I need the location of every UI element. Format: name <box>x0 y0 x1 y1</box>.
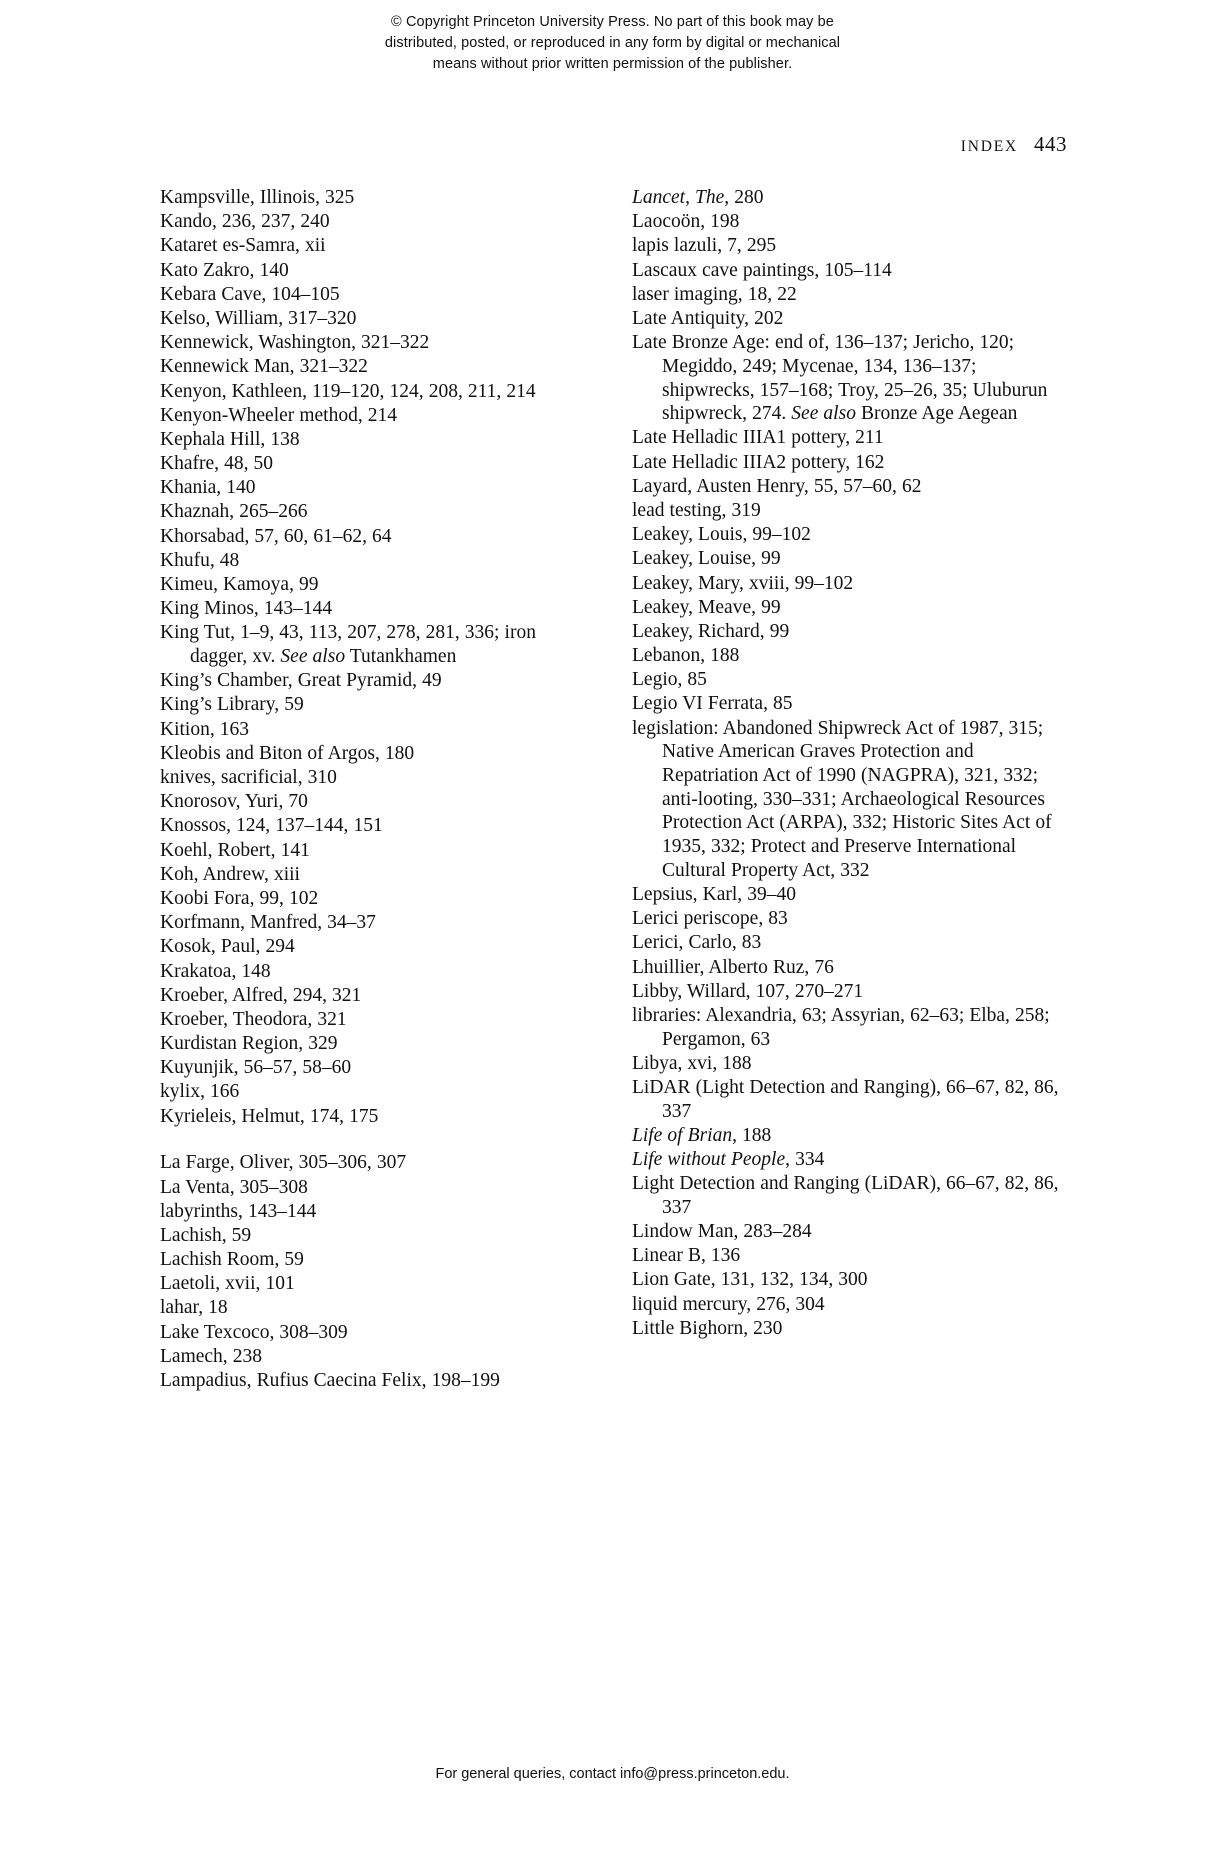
index-entry: Lamech, 238 <box>160 1345 262 1367</box>
index-entry: Late Bronze Age: end of, 136–137; Jericho, 120; Megiddo, 249; Mycenae, 134, 136–137; shipwrecks, 157–168; Troy, 25–26, 35; Uluburun shipwreck, 274. See also Bronze Age Aegean <box>632 332 1048 425</box>
index-entry: Libya, xvi, 188 <box>632 1052 752 1074</box>
index-entry: libraries: Alexandria, 63; Assyrian, 62–63; Elba, 258; Pergamon, 63 <box>632 1004 1050 1050</box>
index-entry: Kosok, Paul, 294 <box>160 936 295 958</box>
index-entry: lapis lazuli, 7, 295 <box>632 235 777 257</box>
index-entry: Lepsius, Karl, 39–40 <box>632 883 796 905</box>
index-entry: Laocoön, 198 <box>632 211 740 233</box>
index-entry: Lake Texcoco, 308–309 <box>160 1321 348 1343</box>
index-entry: Kroeber, Theodora, 321 <box>160 1008 347 1030</box>
index-entry: Leakey, Louis, 99–102 <box>632 524 811 546</box>
index-entry: Kebara Cave, 104–105 <box>160 283 340 305</box>
index-entry: Khafre, 48, 50 <box>160 453 274 475</box>
index-columns <box>160 186 1060 1393</box>
running-head-label: INDEX <box>960 138 1018 155</box>
index-entry: legislation: Abandoned Shipwreck Act of 1987, 315; Native American Graves Protection and Repatriation Act of 1990 (NAGPRA), 321, 332; anti-looting, 330–331; Archaeological Resources Protection Act (ARPA), 332; Historic Sites Act of 1935, 332; Protect and Preserve International Cultural Property Act, 332 <box>632 717 1052 881</box>
index-entry: La Farge, Oliver, 305–306, 307 <box>160 1152 407 1174</box>
index-entry: Kataret es-Samra, xii <box>160 235 326 257</box>
index-entry: Khaznah, 265–266 <box>160 501 308 523</box>
index-entry: Kephala Hill, 138 <box>160 428 300 450</box>
copyright-notice <box>0 12 1225 75</box>
index-entry: Little Bighorn, 230 <box>632 1317 783 1339</box>
index-entry: Kampsville, Illinois, 325 <box>160 187 355 208</box>
index-entry: Legio VI Ferrata, 85 <box>632 693 793 715</box>
index-entry: Korfmann, Manfred, 34–37 <box>160 912 376 934</box>
index-entry: knives, sacrificial, 310 <box>160 767 337 788</box>
index-entry: Leakey, Mary, xviii, 99–102 <box>632 572 854 594</box>
index-entry: Lerici, Carlo, 83 <box>632 932 762 954</box>
index-entry: Kimeu, Kamoya, 99 <box>160 574 319 595</box>
index-entry: labyrinths, 143–144 <box>160 1200 317 1222</box>
index-entry: Late Helladic IIIA2 pottery, 162 <box>632 451 885 473</box>
index-entry: Layard, Austen Henry, 55, 57–60, 62 <box>632 475 922 497</box>
index-entry: Lindow Man, 283–284 <box>632 1221 812 1243</box>
index-entry: Khufu, 48 <box>160 549 240 571</box>
copyright-line-2: distributed, posted, or reproduced in any form by digital or mechanical <box>384 35 841 52</box>
index-entry: Leakey, Meave, 99 <box>632 596 781 618</box>
index-entry: Kennewick Man, 321–322 <box>160 356 368 378</box>
index-entry: Kenyon, Kathleen, 119–120, 124, 208, 211, 214 <box>160 380 536 402</box>
index-entry: Koh, Andrew, xiii <box>160 863 300 885</box>
index-entry: Lancet, The, 280 <box>632 187 764 208</box>
index-entry: Kelso, William, 317–320 <box>160 307 357 329</box>
index-entry: Kennewick, Washington, 321–322 <box>160 332 430 354</box>
index-entry: laser imaging, 18, 22 <box>632 283 797 305</box>
index-entry: Knorosov, Yuri, 70 <box>160 791 308 813</box>
index-entry: Kroeber, Alfred, 294, 321 <box>160 984 362 1006</box>
index-entry: Lascaux cave paintings, 105–114 <box>632 259 892 281</box>
index-entry: King Tut, 1–9, 43, 113, 207, 278, 281, 336; iron dagger, xv. See also Tutankhamen <box>160 622 536 668</box>
index-entry: King’s Chamber, Great Pyramid, 49 <box>160 670 442 692</box>
index-entry: King’s Library, 59 <box>160 694 304 716</box>
index-entry: lead testing, 319 <box>632 499 761 521</box>
index-entry: Kleobis and Biton of Argos, 180 <box>160 742 415 764</box>
index-entry: Kurdistan Region, 329 <box>160 1033 338 1055</box>
copyright-line-3: means without prior written permission of the publisher. <box>432 56 793 73</box>
index-entry: Lebanon, 188 <box>632 645 740 667</box>
index-entry: King Minos, 143–144 <box>160 598 333 620</box>
index-entry: Lerici periscope, 83 <box>632 908 788 930</box>
index-entry: Lion Gate, 131, 132, 134, 300 <box>632 1269 868 1291</box>
index-entry: Kenyon-Wheeler method, 214 <box>160 404 398 426</box>
index-entry: Kando, 236, 237, 240 <box>160 211 330 233</box>
index-entry: Late Antiquity, 202 <box>632 307 784 329</box>
index-entry: Khania, 140 <box>160 477 256 499</box>
index-entry: Koehl, Robert, 141 <box>160 839 310 861</box>
index-entry: Lhuillier, Alberto Ruz, 76 <box>632 956 834 978</box>
index-column-right <box>632 186 1060 1393</box>
index-entry: Libby, Willard, 107, 270–271 <box>632 980 864 1002</box>
footer-queries: For general queries, contact info@press.princeton.edu. <box>435 1766 790 1782</box>
page-number: 443 <box>1034 132 1067 156</box>
index-entry: Late Helladic IIIA1 pottery, 211 <box>632 427 884 449</box>
index-entry: Life without People, 334 <box>632 1149 825 1170</box>
index-entry: Kition, 163 <box>160 718 250 740</box>
index-entry: kylix, 166 <box>160 1081 240 1103</box>
index-entry: Life of Brian, 188 <box>632 1124 772 1146</box>
copyright-line-1: © Copyright Princeton University Press. No part of this book may be <box>391 14 834 30</box>
index-entry: Linear B, 136 <box>632 1245 741 1267</box>
index-entry: Kato Zakro, 140 <box>160 259 289 281</box>
index-entry: Kyrieleis, Helmut, 174, 175 <box>160 1105 379 1127</box>
index-entry: Lampadius, Rufius Caecina Felix, 198–199 <box>160 1370 500 1391</box>
index-entry: Laetoli, xvii, 101 <box>160 1273 295 1295</box>
index-entry: lahar, 18 <box>160 1297 228 1319</box>
index-entry: Kuyunjik, 56–57, 58–60 <box>160 1057 352 1079</box>
index-entry: Light Detection and Ranging (LiDAR), 66–67, 82, 86, 337 <box>632 1173 1059 1218</box>
index-entry: LiDAR (Light Detection and Ranging), 66–67, 82, 86, 337 <box>632 1076 1059 1122</box>
running-head <box>961 132 1067 157</box>
index-entry: Krakatoa, 148 <box>160 960 271 982</box>
index-entry: Lachish, 59 <box>160 1224 252 1246</box>
index-entry: La Venta, 305–308 <box>160 1176 308 1198</box>
index-entry: Leakey, Richard, 99 <box>632 620 790 642</box>
index-entry: Koobi Fora, 99, 102 <box>160 887 319 909</box>
index-entry: Leakey, Louise, 99 <box>632 548 781 570</box>
index-entry: liquid mercury, 276, 304 <box>632 1293 825 1315</box>
index-entry: Legio, 85 <box>632 669 707 691</box>
index-entry: Knossos, 124, 137–144, 151 <box>160 815 383 837</box>
index-entry: Khorsabad, 57, 60, 61–62, 64 <box>160 525 392 547</box>
index-entry: Lachish Room, 59 <box>160 1249 304 1271</box>
index-column-left <box>160 186 588 1393</box>
